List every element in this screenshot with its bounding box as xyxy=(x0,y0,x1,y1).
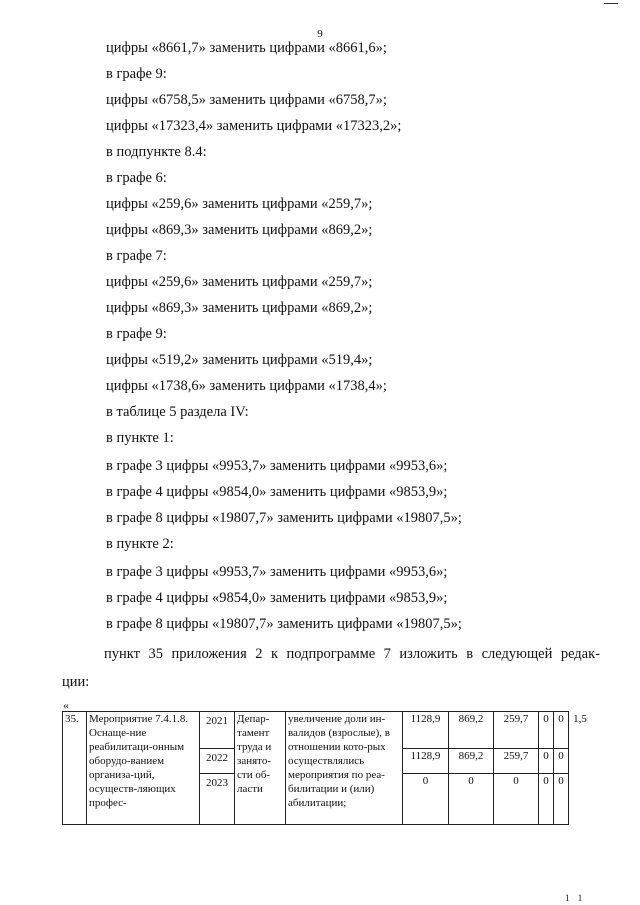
measure-name: Мероприятие 7.4.1.8. Оснаще-ние реабилитаци-онным оборудо-ванием организа-ций, осуществ-ляющих профес- xyxy=(87,712,200,825)
value-cell: 0 xyxy=(539,774,554,825)
responsible-executor: Депар-тамент труда и занято-сти об-ласти xyxy=(235,712,286,825)
value-cell: 0 xyxy=(554,712,569,749)
text-line: в графе 8 цифры «19807,7» заменить цифрами «19807,5»; xyxy=(106,616,462,632)
text-line: в графе 9: xyxy=(106,326,167,342)
value-cell: 0 xyxy=(554,774,569,825)
open-quote: « xyxy=(63,698,69,712)
total-value: 0 xyxy=(403,774,449,825)
year-cell: 2023 xyxy=(200,774,235,825)
text-line: в графе 3 цифры «9953,7» заменить цифрами «9953,6»; xyxy=(106,458,448,474)
text-line: в графе 9: xyxy=(106,66,167,82)
indicator-text: увеличение доли ин-валидов (взрослые), в отношении кото-рых осуществлялись мероприятия по реа-билитации и (или) абилитации; xyxy=(286,712,403,825)
text-line: цифры «17323,4» заменить цифрами «17323,2»; xyxy=(106,118,402,134)
corner-mark: 1 1 xyxy=(565,893,586,903)
value-cell: 0 xyxy=(539,712,554,749)
value-cell: 0 xyxy=(449,774,494,825)
text-line: в графе 4 цифры «9854,0» заменить цифрами «9853,9»; xyxy=(106,590,448,606)
text-line: цифры «869,3» заменить цифрами «869,2»; xyxy=(106,300,373,316)
year-cell: 2021 xyxy=(200,712,235,749)
text-line: цифры «6758,5» заменить цифрами «6758,7»; xyxy=(106,92,387,108)
text-line: цифры «519,2» заменить цифрами «519,4»; xyxy=(106,352,373,368)
text-line: в таблице 5 раздела IV: xyxy=(106,404,249,420)
text-line: в графе 6: xyxy=(106,170,167,186)
program-table xyxy=(62,711,591,825)
page-number: 9 xyxy=(317,28,323,40)
corner-fold-mark xyxy=(604,0,618,4)
total-value: 1128,9 xyxy=(403,749,449,774)
text-line: в графе 4 цифры «9854,0» заменить цифрами «9853,9»; xyxy=(106,484,448,500)
text-line: цифры «869,3» заменить цифрами «869,2»; xyxy=(106,222,373,238)
value-cell: 259,7 xyxy=(494,749,539,774)
value-cell: 0 xyxy=(494,774,539,825)
value-cell: 869,2 xyxy=(449,712,494,749)
text-line: цифры «259,6» заменить цифрами «259,7»; xyxy=(106,196,373,212)
text-line: в графе 3 цифры «9953,7» заменить цифрами «9953,6»; xyxy=(106,564,448,580)
text-line: в графе 7: xyxy=(106,248,167,264)
paragraph-line-2: ции: xyxy=(62,674,90,690)
row-number: 35. xyxy=(63,712,87,825)
last-column-value: 1,5 xyxy=(573,712,587,725)
text-line: цифры «1738,6» заменить цифрами «1738,4»; xyxy=(106,378,387,394)
text-line: цифры «8661,7» заменить цифрами «8661,6»; xyxy=(106,40,387,56)
value-cell: 259,7 xyxy=(494,712,539,749)
text-line: в пункте 2: xyxy=(106,536,174,552)
year-cell: 2022 xyxy=(200,749,235,774)
value-cell: 0 xyxy=(539,749,554,774)
value-cell: 869,2 xyxy=(449,749,494,774)
paragraph-line-1: пункт 35 приложения 2 к подпрограмме 7 изложить в следующей редак- xyxy=(104,646,600,662)
value-cell: 0 xyxy=(554,749,569,774)
total-value: 1128,9 xyxy=(403,712,449,749)
text-line: в подпункте 8.4: xyxy=(106,144,207,160)
text-line: цифры «259,6» заменить цифрами «259,7»; xyxy=(106,274,373,290)
text-line: в пункте 1: xyxy=(106,430,174,446)
text-line: в графе 8 цифры «19807,7» заменить цифрами «19807,5»; xyxy=(106,510,462,526)
